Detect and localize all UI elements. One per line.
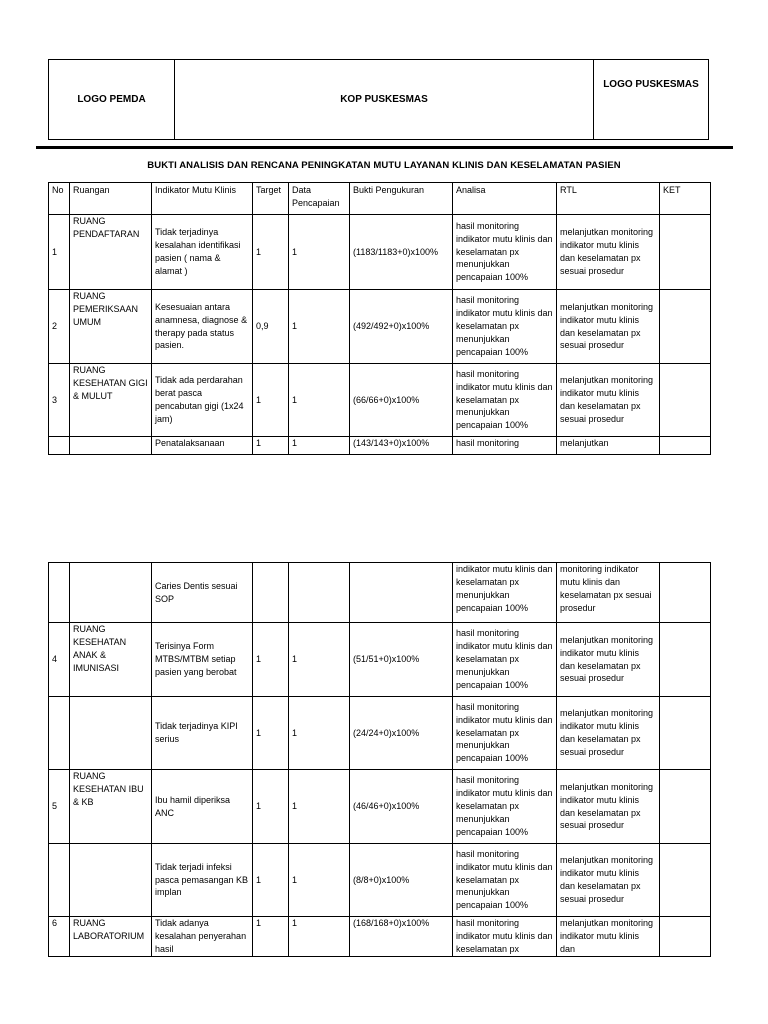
cell-data-pencapaian: 1 [289, 844, 350, 917]
col-header-ket: KET [660, 183, 711, 215]
cell-analisa: hasil monitoring indikator mutu klinis dan keselamatan px menunjukkan pencapaian 100% [453, 844, 557, 917]
cell-indikator: Tidak adanya kesalahan penyerahan hasil [152, 917, 253, 957]
cell-rtl: melanjutkan monitoring indikator mutu klinis dan keselamatan px sesuai prosedur [557, 697, 660, 770]
cell-analisa: hasil monitoring indikator mutu klinis dan keselamatan px menunjukkan pencapaian 100% [453, 770, 557, 844]
cell-no [49, 563, 70, 623]
cell-target [253, 563, 289, 623]
cell-ruangan: RUANG PEMERIKSAAN UMUM [70, 290, 152, 364]
table-row [49, 697, 711, 770]
table-header-row [49, 183, 711, 215]
cell-bukti-pengukuran: (46/46+0)x100% [350, 770, 453, 844]
cell-target: 1 [253, 697, 289, 770]
cell-indikator: Tidak ada perdarahan berat pasca pencabutan gigi (1x24 jam) [152, 364, 253, 437]
cell-no [49, 437, 70, 455]
cell-analisa: hasil monitoring indikator mutu klinis dan keselamatan px menunjukkan pencapaian 100% [453, 364, 557, 437]
table-row [49, 917, 711, 957]
cell-analisa: hasil monitoring indikator mutu klinis dan keselamatan px [453, 917, 557, 957]
cell-indikator: Terisinya Form MTBS/MTBM setiap pasien yang berobat [152, 623, 253, 697]
cell-no: 2 [49, 290, 70, 364]
cell-no [49, 844, 70, 917]
cell-bukti-pengukuran: (168/168+0)x100% [350, 917, 453, 957]
cell-rtl: melanjutkan [557, 437, 660, 455]
cell-target: 1 [253, 917, 289, 957]
cell-indikator: Tidak terjadinya KIPI serius [152, 697, 253, 770]
cell-ruangan: RUANG KESEHATAN GIGI & MULUT [70, 364, 152, 437]
cell-ket [660, 364, 711, 437]
col-header-analisa: Analisa [453, 183, 557, 215]
cell-bukti-pengukuran: (24/24+0)x100% [350, 697, 453, 770]
table-row [49, 290, 711, 364]
cell-rtl: monitoring indikator mutu klinis dan keselamatan px sesuai prosedur [557, 563, 660, 623]
cell-indikator: Ibu hamil diperiksa ANC [152, 770, 253, 844]
header-divider [36, 146, 733, 149]
cell-target: 0,9 [253, 290, 289, 364]
cell-ket [660, 623, 711, 697]
col-header-rtl: RTL [557, 183, 660, 215]
col-header-no: No [49, 183, 70, 215]
cell-data-pencapaian: 1 [289, 437, 350, 455]
cell-ruangan [70, 437, 152, 455]
cell-target: 1 [253, 437, 289, 455]
cell-rtl: melanjutkan monitoring indikator mutu klinis dan keselamatan px sesuai prosedur [557, 290, 660, 364]
cell-no [49, 697, 70, 770]
cell-target: 1 [253, 215, 289, 290]
quality-table-page-1 [48, 182, 711, 455]
cell-ket [660, 215, 711, 290]
col-header-target: Target [253, 183, 289, 215]
cell-target: 1 [253, 364, 289, 437]
document-title: BUKTI ANALISIS DAN RENCANA PENINGKATAN MUTU LAYANAN KLINIS DAN KESELAMATAN PASIEN [147, 160, 621, 171]
cell-ket [660, 437, 711, 455]
table-row [49, 215, 711, 290]
cell-data-pencapaian: 1 [289, 364, 350, 437]
col-header-ruangan: Ruangan [70, 183, 152, 215]
cell-rtl: melanjutkan monitoring indikator mutu klinis dan keselamatan px sesuai prosedur [557, 770, 660, 844]
cell-data-pencapaian: 1 [289, 917, 350, 957]
cell-ruangan: RUANG LABORATORIUM [70, 917, 152, 957]
logo-puskesmas-placeholder: LOGO PUSKESMAS [603, 79, 699, 90]
table-row [49, 437, 711, 455]
cell-data-pencapaian [289, 563, 350, 623]
cell-ruangan: RUANG KESEHATAN ANAK & IMUNISASI [70, 623, 152, 697]
document-header [48, 59, 709, 140]
cell-bukti-pengukuran: (143/143+0)x100% [350, 437, 453, 455]
table-row [49, 563, 711, 623]
cell-ket [660, 770, 711, 844]
cell-bukti-pengukuran: (1183/1183+0)x100% [350, 215, 453, 290]
cell-indikator: Tidak terjadi infeksi pasca pemasangan KB implan [152, 844, 253, 917]
cell-data-pencapaian: 1 [289, 290, 350, 364]
cell-ket [660, 844, 711, 917]
cell-ruangan [70, 844, 152, 917]
table-row [49, 844, 711, 917]
cell-ket [660, 563, 711, 623]
cell-ket [660, 290, 711, 364]
cell-analisa: indikator mutu klinis dan keselamatan px menunjukkan pencapaian 100% [453, 563, 557, 623]
col-header-indikator: Indikator Mutu Klinis [152, 183, 253, 215]
cell-analisa: hasil monitoring indikator mutu klinis dan keselamatan px menunjukkan pencapaian 100% [453, 623, 557, 697]
cell-indikator: Tidak terjadinya kesalahan identifikasi pasien ( nama & alamat ) [152, 215, 253, 290]
cell-data-pencapaian: 1 [289, 697, 350, 770]
cell-data-pencapaian: 1 [289, 215, 350, 290]
cell-bukti-pengukuran: (8/8+0)x100% [350, 844, 453, 917]
table-row [49, 770, 711, 844]
cell-ruangan [70, 563, 152, 623]
cell-rtl: melanjutkan monitoring indikator mutu klinis dan keselamatan px sesuai prosedur [557, 364, 660, 437]
cell-no: 3 [49, 364, 70, 437]
cell-indikator: Kesesuaian antara anamnesa, diagnose & therapy pada status pasien. [152, 290, 253, 364]
cell-analisa: hasil monitoring indikator mutu klinis dan keselamatan px menunjukkan pencapaian 100% [453, 697, 557, 770]
cell-data-pencapaian: 1 [289, 770, 350, 844]
table-row [49, 364, 711, 437]
cell-target: 1 [253, 844, 289, 917]
cell-target: 1 [253, 770, 289, 844]
cell-rtl: melanjutkan monitoring indikator mutu klinis dan keselamatan px sesuai prosedur [557, 623, 660, 697]
cell-bukti-pengukuran: (492/492+0)x100% [350, 290, 453, 364]
cell-target: 1 [253, 623, 289, 697]
cell-rtl: melanjutkan monitoring indikator mutu klinis dan keselamatan px sesuai prosedur [557, 844, 660, 917]
cell-ket [660, 917, 711, 957]
cell-no: 5 [49, 770, 70, 844]
cell-bukti-pengukuran: (66/66+0)x100% [350, 364, 453, 437]
cell-bukti-pengukuran: (51/51+0)x100% [350, 623, 453, 697]
cell-ruangan: RUANG KESEHATAN IBU & KB [70, 770, 152, 844]
col-header-bukti: Bukti Pengukuran [350, 183, 453, 215]
cell-bukti-pengukuran [350, 563, 453, 623]
cell-ruangan: RUANG PENDAFTARAN [70, 215, 152, 290]
cell-ruangan [70, 697, 152, 770]
cell-analisa: hasil monitoring indikator mutu klinis dan keselamatan px menunjukkan pencapaian 100% [453, 290, 557, 364]
cell-indikator: Penatalaksanaan [152, 437, 253, 455]
quality-table-page-2 [48, 562, 711, 957]
cell-no: 4 [49, 623, 70, 697]
cell-no: 6 [49, 917, 70, 957]
table-row [49, 623, 711, 697]
cell-no: 1 [49, 215, 70, 290]
col-header-data-pencapaian: Data Pencapaian [289, 183, 350, 215]
cell-analisa: hasil monitoring [453, 437, 557, 455]
cell-rtl: melanjutkan monitoring indikator mutu klinis dan [557, 917, 660, 957]
cell-ket [660, 697, 711, 770]
kop-puskesmas: KOP PUSKESMAS [175, 60, 594, 139]
logo-pemda-placeholder: LOGO PEMDA [49, 60, 175, 139]
cell-data-pencapaian: 1 [289, 623, 350, 697]
cell-analisa: hasil monitoring indikator mutu klinis dan keselamatan px menunjukkan pencapaian 100% [453, 215, 557, 290]
cell-rtl: melanjutkan monitoring indikator mutu klinis dan keselamatan px sesuai prosedur [557, 215, 660, 290]
cell-indikator: Caries Dentis sesuai SOP [152, 563, 253, 623]
